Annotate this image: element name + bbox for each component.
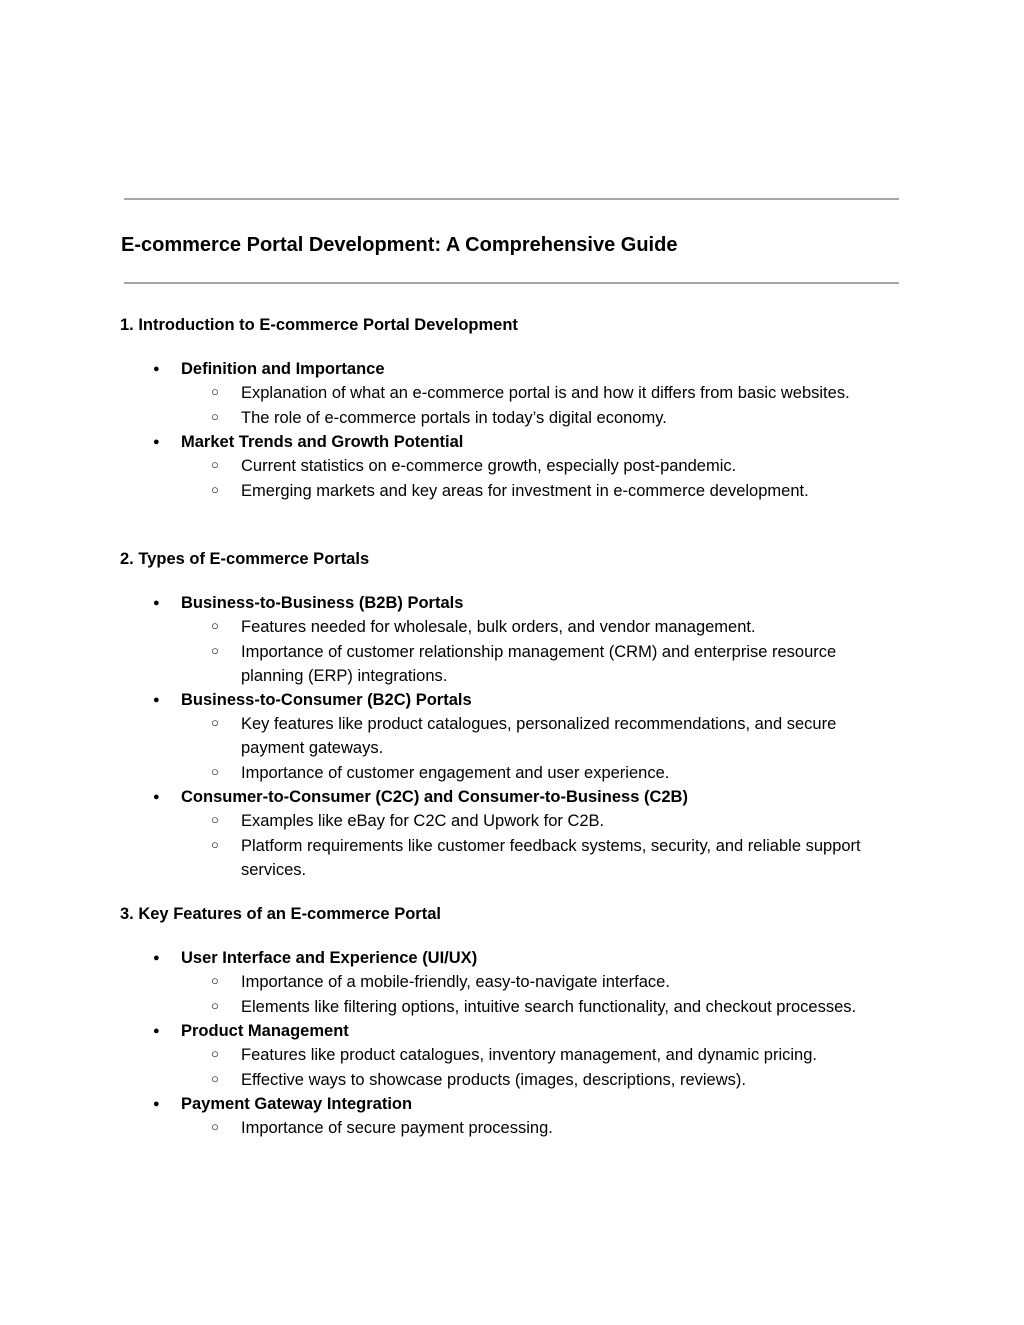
sub-list [181,1043,900,1092]
bullet-icon: ● [153,952,160,964]
hollow-bullet-icon: ○ [211,973,219,988]
list-item-label: Consumer-to-Consumer (C2C) and Consumer-to-Business (C2B) [181,788,688,806]
hollow-bullet-icon: ○ [211,998,219,1013]
hollow-bullet-icon: ○ [211,837,219,852]
sub-list-item [181,809,900,833]
sub-list-item-text: Features needed for wholesale, bulk orders, and vendor management. [241,618,756,636]
sub-list-item-text: Elements like filtering options, intuitive search functionality, and checkout processes. [241,998,857,1016]
sub-list-item-text: Importance of customer engagement and user experience. [241,764,670,782]
sub-list [181,615,900,688]
sub-list-item-text: Importance of secure payment processing. [241,1119,553,1137]
hollow-bullet-icon: ○ [211,457,219,472]
hollow-bullet-icon: ○ [211,1046,219,1061]
hollow-bullet-icon: ○ [211,618,219,633]
bullet-icon: ● [153,1025,160,1037]
sub-list-item [181,381,900,405]
sub-list-item [181,970,900,994]
hollow-bullet-icon: ○ [211,764,219,779]
list-item [120,947,900,1019]
hollow-bullet-icon: ○ [211,812,219,827]
hollow-bullet-icon: ○ [211,1119,219,1134]
bullet-list [120,358,900,503]
list-item [120,786,900,882]
sub-list-item [181,995,900,1019]
sub-list-item-text: The role of e-commerce portals in today’s digital economy. [241,409,667,427]
sub-list-item-text: Explanation of what an e-commerce portal is and how it differs from basic websites. [241,384,850,402]
list-item [120,1020,900,1092]
bullet-icon: ● [153,1098,160,1110]
hollow-bullet-icon: ○ [211,384,219,399]
top-divider [124,198,899,200]
bullet-icon: ● [153,791,160,803]
sub-list-item [181,640,900,688]
sub-list-item-text: Current statistics on e-commerce growth, especially post-pandemic. [241,457,737,475]
sub-list-item-text: Platform requirements like customer feedback systems, security, and reliable support services. [241,837,861,879]
sub-list-item [181,834,900,882]
section-3 [120,903,900,1141]
section-1 [120,314,900,504]
sub-list [181,712,900,785]
sub-list-item [181,406,900,430]
list-item-label: Payment Gateway Integration [181,1095,413,1113]
bullet-icon: ● [153,436,160,448]
list-item [120,431,900,503]
sub-list-item [181,761,900,785]
sub-list-item-text: Importance of customer relationship management (CRM) and enterprise resource planning (ERP) integrations. [241,643,837,685]
list-item-label: Product Management [181,1022,349,1040]
sub-list-item [181,454,900,478]
bullet-list [120,592,900,882]
list-item-label: Market Trends and Growth Potential [181,433,464,451]
sub-list-item [181,1043,900,1067]
sub-list-item-text: Emerging markets and key areas for investment in e-commerce development. [241,482,809,500]
list-item [120,592,900,688]
sub-list-item [181,615,900,639]
hollow-bullet-icon: ○ [211,482,219,497]
bullet-icon: ● [153,597,160,609]
sub-list-item [181,479,900,503]
sub-list-item [181,1068,900,1092]
sub-list-item-text: Key features like product catalogues, personalized recommendations, and secure payment gateways. [241,715,837,757]
list-item-label: Business-to-Consumer (B2C) Portals [181,691,472,709]
bullet-icon: ● [153,694,160,706]
sub-list-item-text: Features like product catalogues, inventory management, and dynamic pricing. [241,1046,817,1064]
list-item [120,358,900,430]
sub-list [181,809,900,882]
section-heading: 1. Introduction to E-commerce Portal Development [120,316,518,334]
section-2 [120,548,900,883]
section-heading: 3. Key Features of an E-commerce Portal [120,905,441,923]
list-item-label: Definition and Importance [181,360,385,378]
sub-list [181,381,900,430]
list-item-label: Business-to-Business (B2B) Portals [181,594,464,612]
hollow-bullet-icon: ○ [211,409,219,424]
hollow-bullet-icon: ○ [211,643,219,658]
sub-list [181,970,900,1019]
list-item [120,1093,900,1140]
sub-list [181,454,900,503]
sub-list-item [181,712,900,760]
hollow-bullet-icon: ○ [211,715,219,730]
list-item-label: User Interface and Experience (UI/UX) [181,949,478,967]
title-divider [124,282,899,284]
sub-list-item-text: Importance of a mobile-friendly, easy-to-navigate interface. [241,973,670,991]
sub-list-item [181,1116,900,1140]
bullet-icon: ● [153,363,160,375]
sub-list [181,1116,900,1140]
document-title: E-commerce Portal Development: A Comprehensive Guide [121,234,678,256]
sub-list-item-text: Effective ways to showcase products (images, descriptions, reviews). [241,1071,746,1089]
bullet-list [120,947,900,1140]
hollow-bullet-icon: ○ [211,1071,219,1086]
sub-list-item-text: Examples like eBay for C2C and Upwork for C2B. [241,812,605,830]
list-item [120,689,900,785]
section-heading: 2. Types of E-commerce Portals [120,550,370,568]
